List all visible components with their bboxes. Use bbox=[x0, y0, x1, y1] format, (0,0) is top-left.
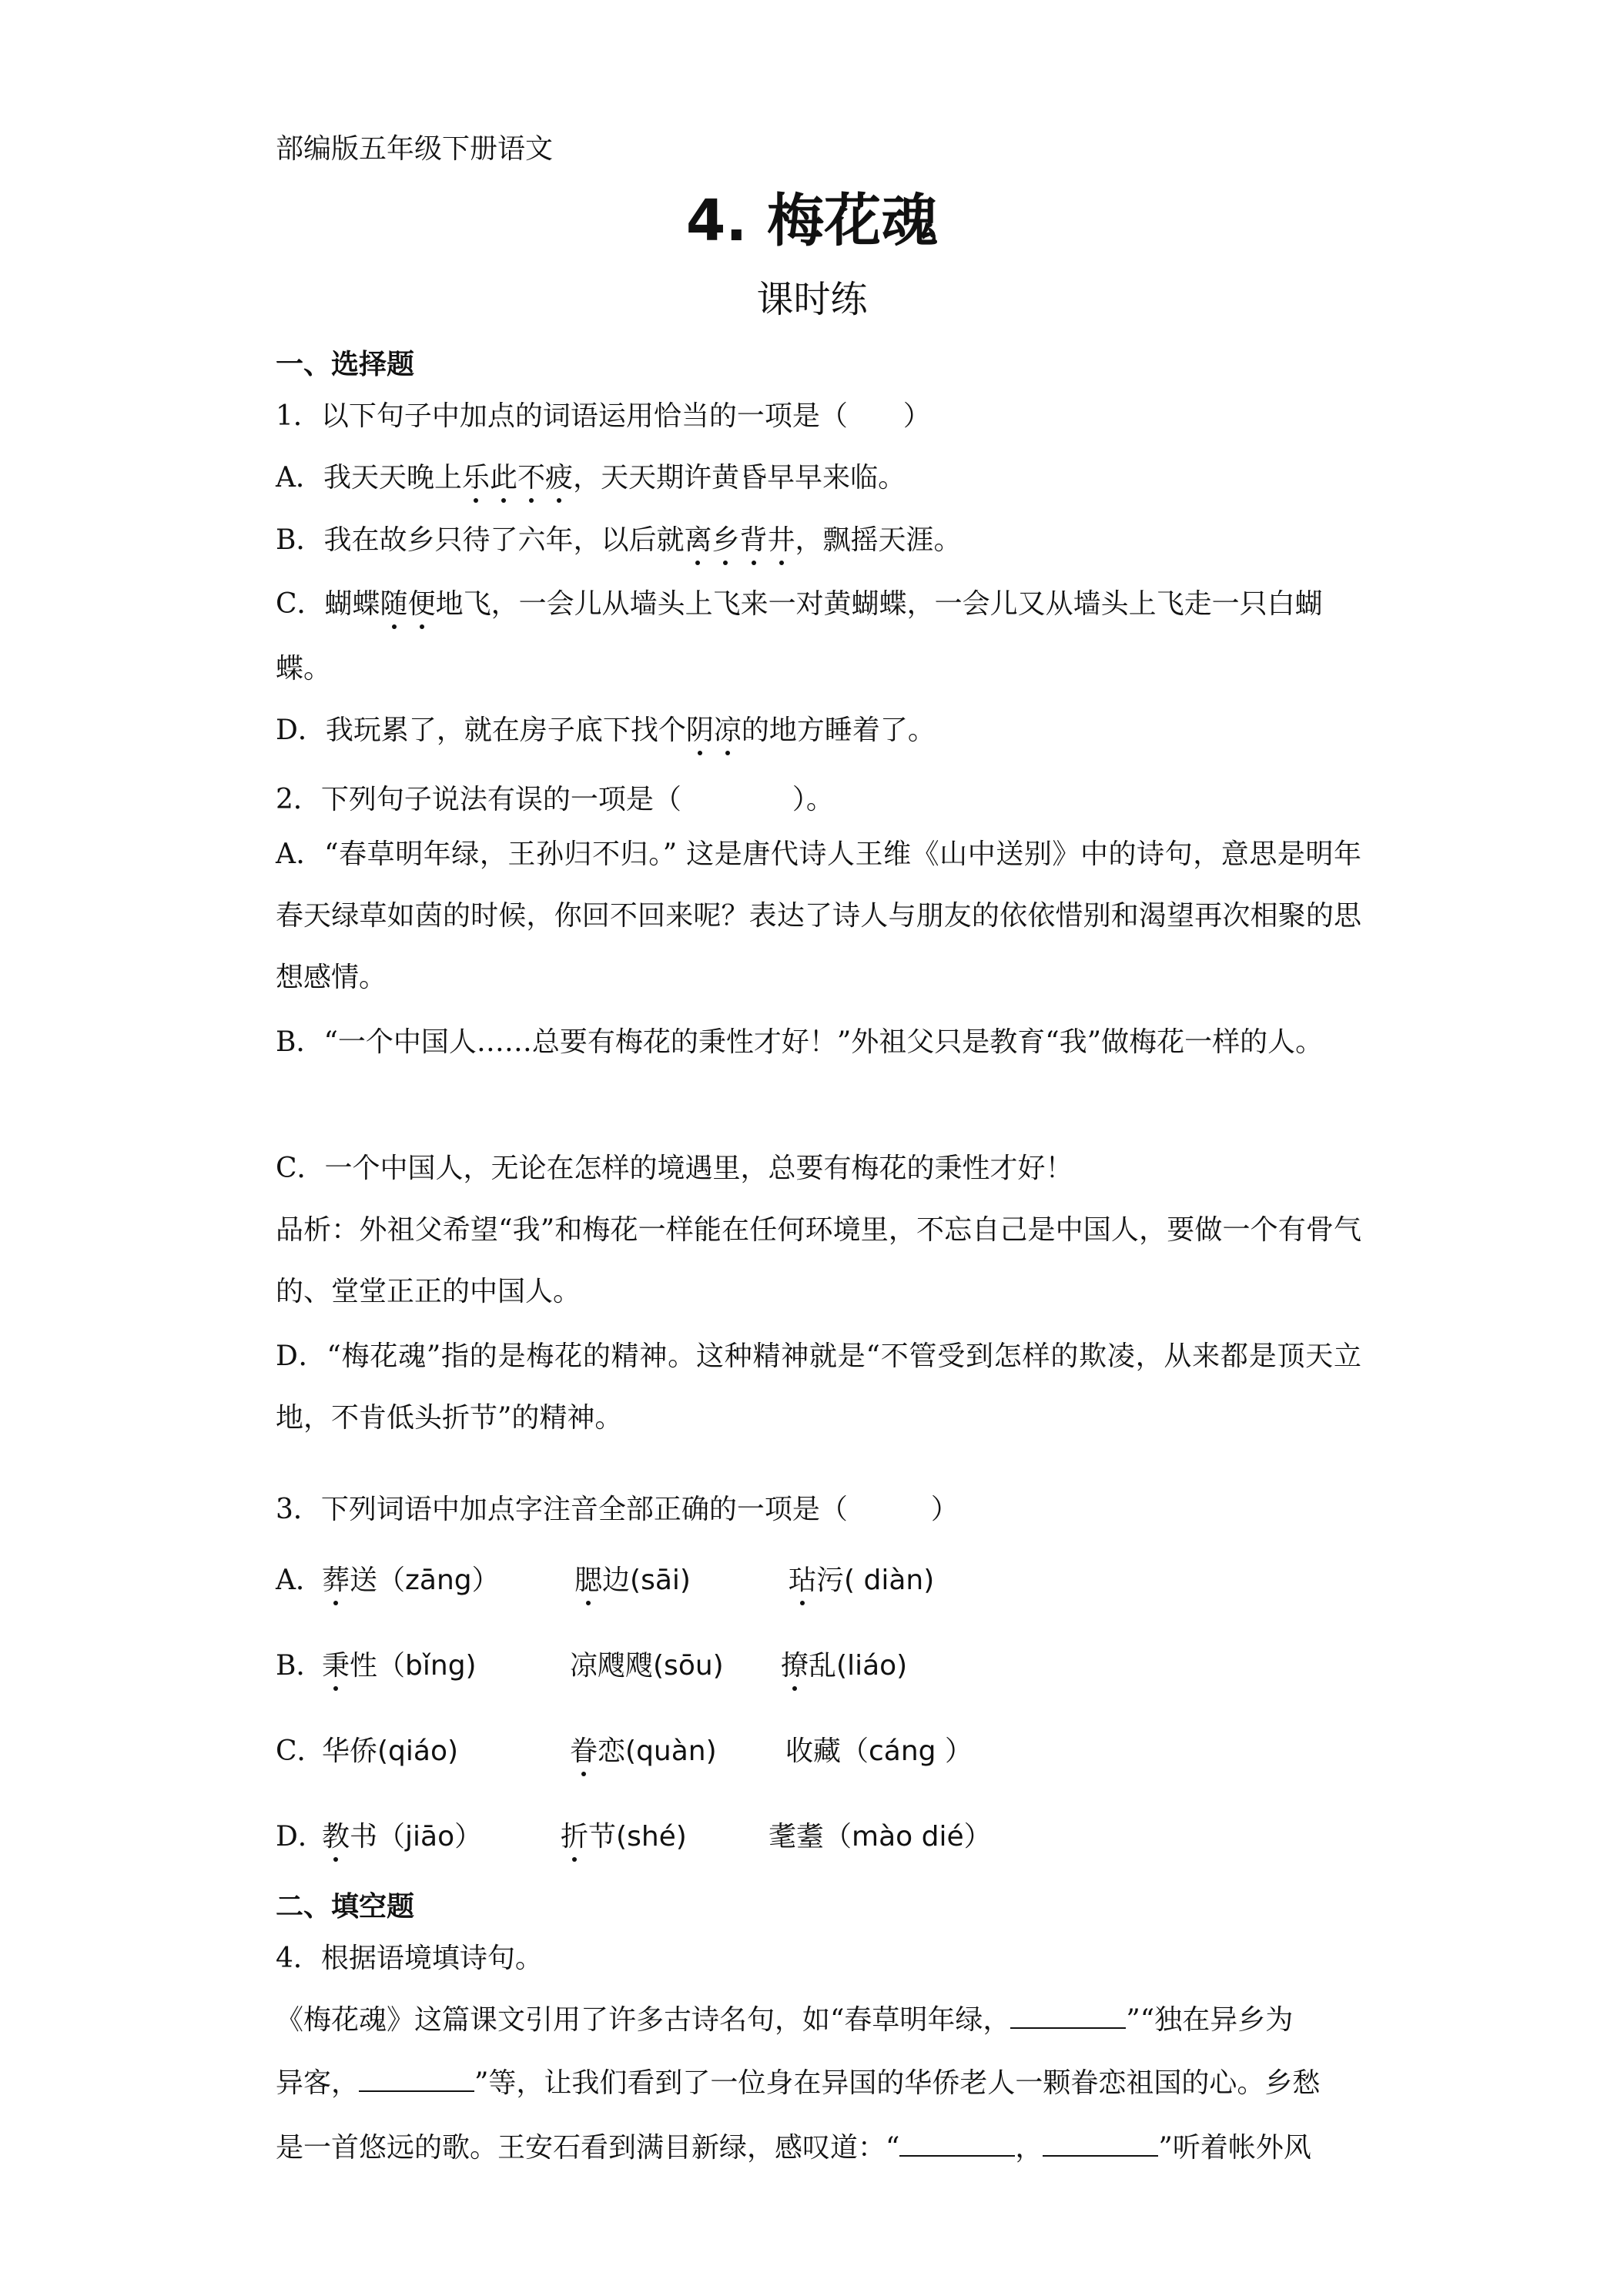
q1-stem: 1．以下句子中加点的词语运用恰当的一项是（ ） bbox=[276, 400, 931, 432]
lesson-subtitle: 课时练 bbox=[756, 278, 868, 321]
section-heading-choice: 一、选择题 bbox=[276, 349, 415, 380]
q3-stem: 3．下列词语中加点字注音全部正确的一项是（ ） bbox=[276, 1494, 959, 1525]
answer-blank-4[interactable] bbox=[1043, 2132, 1158, 2157]
q2-option-d: D．“梅花魂”指的是梅花的精神。这种精神就是“不管受到怎样的欺凌，从来都是顶天立地，不肯低头折节”的精神。 bbox=[276, 1340, 1361, 1434]
answer-blank-3[interactable] bbox=[899, 2132, 1015, 2157]
q2-option-c-analysis: 品析：外祖父希望“我”和梅花一样能在任何环境里，不忘自己是中国人，要做一个有骨气的、堂堂正正的中国人。 bbox=[276, 1214, 1361, 1307]
q1-option-c-continued: 蝶。 bbox=[276, 653, 332, 684]
section-heading-fill: 二、填空题 bbox=[276, 1891, 415, 1923]
q1-option-d: D．我玩累了，就在房子底下找个阴凉的地方睡着了。 bbox=[276, 708, 936, 748]
q1-option-c: C．蝴蝶随便地飞，一会儿从墙头上飞来一对黄蝴蝶，一会儿又从墙头上飞走一只白蝴 bbox=[276, 582, 1323, 621]
q4-line-1: 《梅花魂》这篇课文引用了许多古诗名句，如“春草明年绿， ”“独在异乡为 bbox=[276, 2004, 1294, 2036]
answer-blank-2[interactable] bbox=[359, 2067, 474, 2092]
q1-option-b: B．我在故乡只待了六年，以后就离乡背井，飘摇天涯。 bbox=[276, 518, 962, 557]
q2-stem: 2．下列句子说法有误的一项是（ ）。 bbox=[276, 784, 834, 815]
q2-option-b: B．“一个中国人……总要有梅花的秉性才好！”外祖父只是教育“我”做梅花一样的人。 bbox=[276, 1026, 1324, 1058]
grade-label: 部编版五年级下册语文 bbox=[276, 133, 554, 165]
q4-stem: 4．根据语境填诗句。 bbox=[276, 1943, 543, 1974]
q4-line-2: 异客， ”等，让我们看到了一位身在异国的华侨老人一颗眷恋祖国的心。乡愁 bbox=[276, 2067, 1321, 2099]
lesson-title: 4. 梅花魂 bbox=[685, 188, 939, 254]
worksheet-page: 部编版五年级下册语文 4. 梅花魂 课时练 一、选择题 1．以下句子中加点的词语运用恰当的一项是（ ） A．我天天晚上乐此不疲，天天期许黄昏早早来临。 B．我在故乡只待了六年，以后就离乡背井，飘摇天涯。 C．蝴蝶随便地飞，一会儿从墙头上飞来一对黄蝴蝶，一会儿又从墙头上飞走一只白蝴 蝶。 D．我玩累了，就在房子底下找个阴凉的地方睡着了。 2．下列句子说法有误的一项是（ ）。 A．“春草明年绿，王孙归不归。” 这是唐代诗人王维《山中送别》中的诗句，意思是明年春天绿草如茵的时候，你回不回来呢？表达了诗人与朋友的依依惜别和渴望再次相聚的思想感情。 B．“一个中国人……总要有梅花的秉性才好！”外祖父只是教育“我”做梅花一样的人。 C．一个中国人，无论在怎样的境遇里，总要有梅花的秉性才好！ 品析：外祖父希望“我”和梅花一样能在任何环境里，不忘自己是中国人，要做一个有骨气的、堂堂正正的中国人。 D．“梅花魂”指的是梅花的精神。这种精神就是“不管受到怎样的欺凌，从来都是顶天立地，不肯低头折节”的精神。 3．下列词语中加点字注音全部正确的一项是（ ） A． 葬送（zāng） 腮边(sāi) 玷污( diàn) B． 秉性（bǐng) 凉飕飕(sōu) 撩乱(liáo) C． 华侨(qiáo) 眷恋(quàn) 收藏（cáng ） D． 教书（jiāo） 折节(shé) 耄耋（mào dié） 二、填空题 4．根据语境填诗句。 《梅花魂》这篇课文引用了许多古诗名句，如“春草明年绿， ”“独在异乡为 异客， ”等，让我们看到了一位身在异国的华侨老人一颗眷恋祖国的心。乡愁 是一首悠远的歌。王安石看到满目新绿，感叹道：“ ， ”听着帐外风 bbox=[0, 0, 1624, 2296]
q4-line-3: 是一首悠远的歌。王安石看到满目新绿，感叹道：“ ， ”听着帐外风 bbox=[276, 2132, 1311, 2164]
q2-option-a: A．“春草明年绿，王孙归不归。” 这是唐代诗人王维《山中送别》中的诗句，意思是明年春天绿草如茵的时候，你回不回来呢？表达了诗人与朋友的依依惜别和渴望再次相聚的思想感情。 bbox=[276, 838, 1361, 993]
q1-option-a: A．我天天晚上乐此不疲，天天期许黄昏早早来临。 bbox=[276, 456, 906, 495]
answer-blank-1[interactable] bbox=[1010, 2004, 1126, 2029]
q2-option-c: C．一个中国人，无论在怎样的境遇里，总要有梅花的秉性才好！ bbox=[276, 1153, 1073, 1184]
